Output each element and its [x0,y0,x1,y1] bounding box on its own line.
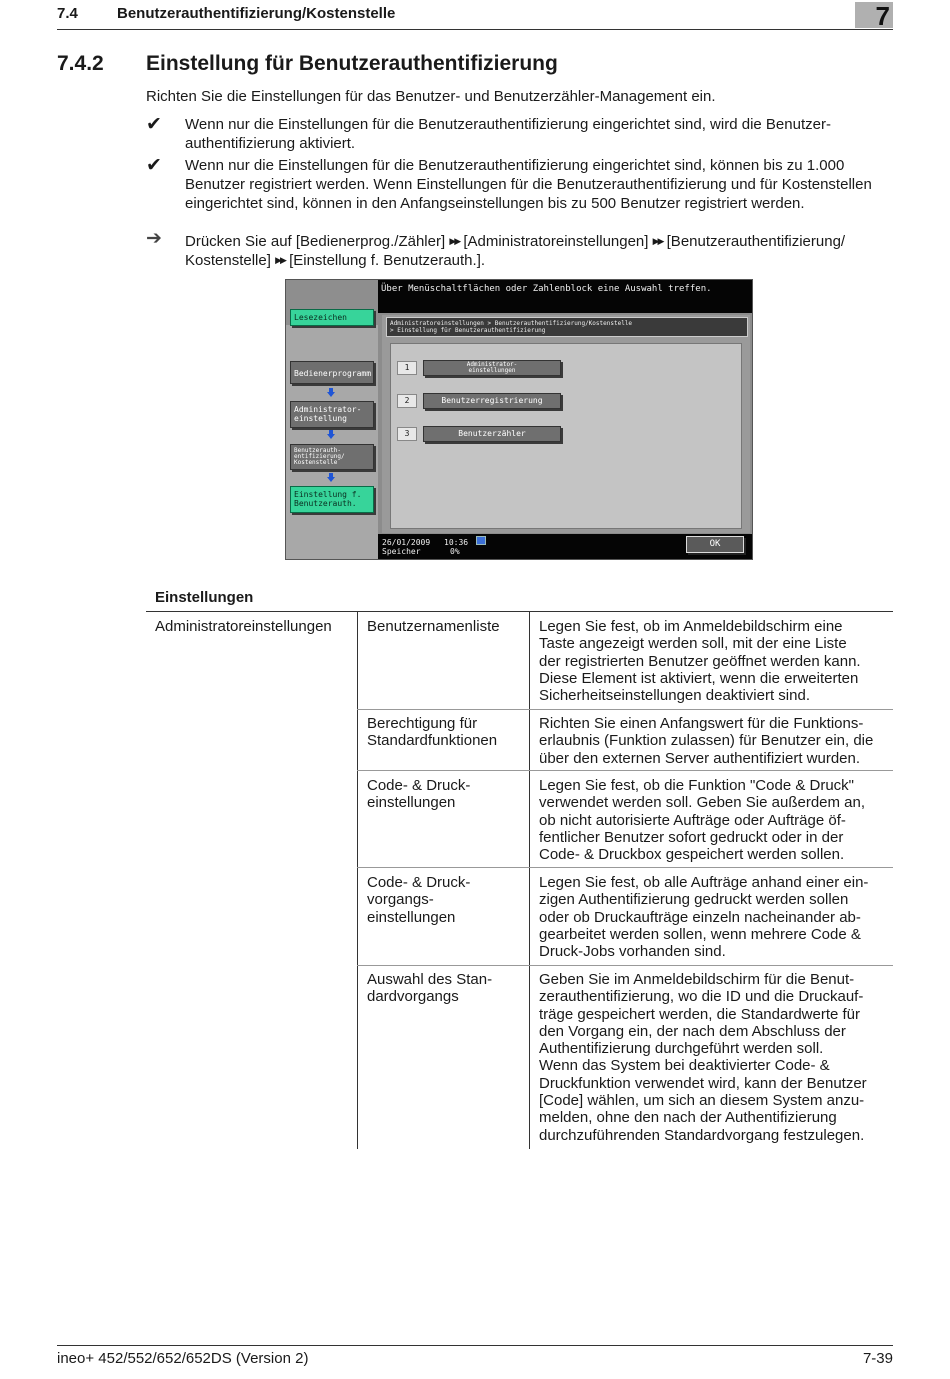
down-arrow-icon [327,430,335,439]
row-divider [357,867,893,868]
column-divider [357,612,358,1149]
nav-admin-settings-button[interactable]: Administrator- einstellung [290,401,374,428]
row-divider [357,770,893,771]
device-screenshot [285,279,753,560]
step-segment: [Einstellung f. Benutzerauth.]. [289,252,486,269]
step-line-1 [185,232,845,251]
checkmark-icon: ✔ [146,114,162,135]
user-registration-option-button[interactable]: Benutzerregistrierung [423,393,561,409]
screen-status-bar [378,534,752,559]
ok-button[interactable]: OK [686,536,744,553]
setting-name: Auswahl des Stan- dardvorgangs [367,971,493,1006]
table-category: Administratoreinstellungen [155,618,332,635]
double-triangle-icon: ▶▶ [275,255,285,265]
nav-operator-program-button[interactable]: Bedienerprogramm [290,361,374,384]
screen-left-panel [286,280,378,559]
step-line-2 [185,251,485,270]
down-arrow-icon [327,473,335,482]
options-panel [390,343,742,529]
memory-label: Speicher [382,547,421,556]
intro-text: Richten Sie die Einstellungen für das Benutzer- und Benutzerzähler-Management ein. [146,88,716,105]
status-date: 26/01/2009 [382,538,431,547]
setting-description: Legen Sie fest, ob die Funktion "Code & Druck" verwendet werden soll. Geben Sie außerdem an, ob nicht autorisierte Aufträge oder Aufträge öf- fentlicher Benutzer sofort gedruckt oder in der Code- & Druckbox gespeichert werden sollen. [539,777,866,864]
option-number: 1 [397,361,417,375]
table-caption: Einstellungen [155,589,254,606]
step-segment: Kostenstelle] [185,252,271,269]
step-arrow-icon: ➔ [146,228,162,249]
footer-rule [57,1345,893,1346]
setting-description: Geben Sie im Anmeldebildschirm für die Benut- zerauthentifizierung, wo die ID und die Druckauf- träge gespeichert werden, die Standardwerte für den Vorgang ein, der nach dem Abschluss der Authentifizierung durchgeführt werden soll. Wenn das System bei deaktivierter Code- & Druckfunktion verwendet wird, kann der Benutzer [Code] wählen, um sich an diesem System anzu- melden, ohne den nach der Authentifizierung durchzuführenden Standardvorgang festzulegen. [539,971,867,1144]
running-header [57,0,893,30]
footer-page-number: 7-39 [862,1350,893,1367]
chapter-number: 7 [875,1,890,31]
screen-main-area [382,315,750,533]
setting-description: Legen Sie fest, ob alle Aufträge anhand einer ein- zigen Authentifizierung gedruckt werden sollen oder ob Druckaufträge einzeln nacheinander ab- gearbeitet werden sollen, wenn mehrere Code & Druck-Jobs vorhanden sind. [539,874,869,961]
note-1-line-1: Wenn nur die Einstellungen für die Benutzerauthentifizierung eingerichtet sind, wird die Benutzer- [185,116,831,133]
option-number: 3 [397,427,417,441]
admin-settings-option-button[interactable]: Administrator- einstellungen [423,360,561,376]
column-divider [529,612,530,1149]
page-title: Einstellung für Benutzerauthentifizierung [146,52,558,75]
setting-name: Berechtigung für Standardfunktionen [367,715,498,750]
down-arrow-icon [327,388,335,397]
nav-user-auth-button[interactable]: Benutzerauth- entifizierung/ Kostenstelle [290,444,374,470]
setting-name: Benutzernamenliste [367,618,500,635]
double-triangle-icon: ▶▶ [449,236,460,246]
note-2-line-2: Benutzer registriert werden. Wenn Einstellungen für die Benutzerauthentifizierung und für Kostenstellen [185,176,872,193]
note-2-line-3: eingerichtet sind, können in den Anfangseinstellungen bis zu 500 Benutzer registriert werden. [185,195,805,212]
step-segment: Drücken Sie auf [Bedienerprog./Zähler] [185,233,446,250]
note-1-line-2: authentifizierung aktiviert. [185,135,356,152]
subsection-number: 7.4.2 [57,52,104,75]
footer-product: ineo+ 452/552/652/652DS (Version 2) [57,1350,309,1367]
option-number: 2 [397,394,417,408]
setting-name: Code- & Druck- einstellungen [367,777,471,812]
note-2-line-1: Wenn nur die Einstellungen für die Benutzerauthentifizierung eingerichtet sind, können bis zu 1.000 [185,157,845,174]
breadcrumb: Administratoreinstellungen > Benutzerauthentifizierung/Kostenstelle > Einstellung für Benutzerauthentifizierung [386,317,748,337]
section-number: 7.4 [57,5,78,22]
setting-name: Code- & Druck- vorgangs- einstellungen [367,874,471,926]
bookmark-button[interactable]: Lesezeichen [290,309,374,326]
status-time: 10:36 [444,538,469,547]
screen-message-bar [378,280,752,313]
section-title: Benutzerauthentifizierung/Kostenstelle [117,5,396,22]
checkmark-icon: ✔ [146,155,162,176]
row-divider [357,709,893,710]
setting-description: Richten Sie einen Anfangswert für die Funktions- erlaubnis (Funktion zulassen) für Benutzer ein, die über den externen Server authentifiziert wurden. [539,715,874,767]
step-segment: [Benutzerauthentifizierung/ [666,233,846,250]
screen-message: Über Menüschaltflächen oder Zahlenblock eine Auswahl treffen. [381,284,712,294]
memory-value: 0% [450,547,460,556]
row-divider [357,965,893,966]
table-top-rule [146,611,893,612]
double-triangle-icon: ▶▶ [652,236,663,246]
chapter-tab [855,1,893,31]
user-counter-option-button[interactable]: Benutzerzähler [423,426,561,442]
memory-status-icon [476,536,486,545]
nav-user-auth-setting-button[interactable]: Einstellung f. Benutzerauth. [290,486,374,513]
step-segment: [Administratoreinstellungen] [463,233,649,250]
setting-description: Legen Sie fest, ob im Anmeldebildschirm eine Taste angezeigt werden soll, mit der eine Liste der registrierten Benutzer geöffnet werden kann. Diese Element ist aktiviert, wenn die erweiterten Sicherheitseinstellungen deaktiviert sind. [539,618,861,705]
